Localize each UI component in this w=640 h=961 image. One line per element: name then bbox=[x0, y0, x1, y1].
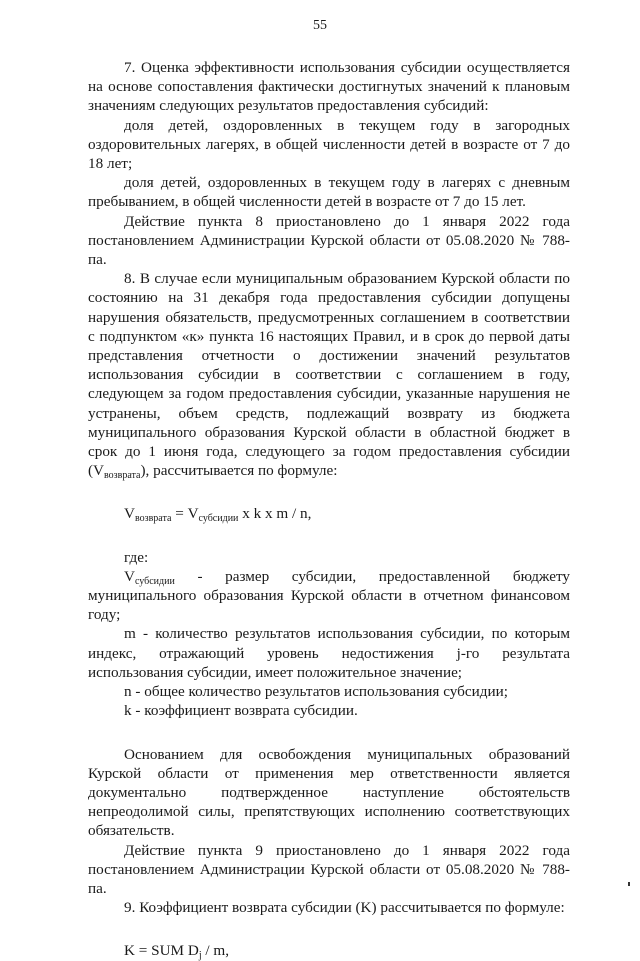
basis-paragraph: Основанием для освобождения муниципальных образований Курской области от применения мер ответственности является документально подтвержденное наступление обстоятельств непреодолимой силы, препятствующих исполнению соответствующих обязательств. bbox=[88, 745, 570, 840]
paragraph-8-subscript: возврата bbox=[104, 470, 141, 482]
definition-v-subsidy: $V_{субсидии}$ - размер субсидии, предоставленной бюджету муниципального образования Курской области в отчетном финансовом году; bbox=[88, 567, 570, 624]
paragraph-8-text-end: ), рассчитывается по формуле: bbox=[140, 462, 338, 480]
paragraph-8-text: 8. В случае если муниципальным образованием Курской области по состоянию на 31 декабря года предоставления субсидии допущены нарушения обязательств, предусмотренных соглашением в соответствии с подпунктом «к» пункта 16 настоящих Правил, и в срок до первой даты представления отчетности о достижении значений результатов использования субсидии в соответствии с соглашением в году, следующем за годом предоставления субсидии, указанные нарушения не устранены, объем средств, подлежащий возврату из бюджета муниципального образования Курской области в областной бюджет в срок до 1 июня года, следующего за годом предоставления субсидии (V bbox=[88, 270, 570, 480]
definition-m: m - количество результатов использования субсидии, по которым индекс, отражающий уровень недостижения j-го результата использования субсидии, имеет положительное значение; bbox=[88, 625, 570, 681]
definition-v-sub: субсидии bbox=[134, 575, 175, 587]
scan-mark bbox=[628, 882, 630, 886]
paragraph-7-item-2: доля детей, оздоровленных в текущем году в лагерях с дневным пребыванием, в общей численности детей в возрасте от 7 до 15 лет. bbox=[88, 174, 570, 211]
paragraph-8 bbox=[88, 269, 570, 480]
formula-1-eq: = V bbox=[171, 505, 199, 523]
formula-1-lhs: V bbox=[124, 505, 135, 523]
where-label: где: bbox=[124, 548, 149, 566]
paragraph-9-suspension-note: Действие пункта 9 приостановлено до 1 января 2022 года постановлением Администрации Курской области от 05.08.2020 № 788-па. bbox=[88, 841, 570, 897]
formula-return-coefficient bbox=[88, 941, 570, 960]
formula-2-lhs: K = SUM D bbox=[124, 942, 199, 960]
paragraph-7-item-1: доля детей, оздоровленных в текущем году в загородных оздоровительных лагерях, в общей численности детей в возрасте от 7 до 18 лет; bbox=[88, 116, 570, 173]
formula-return-volume bbox=[88, 504, 570, 523]
definition-v-text: - размер субсидии, предоставленной бюджету муниципального образования Курской области в отчетном финансовом году; bbox=[88, 567, 570, 624]
formula-1-lhs-sub: возврата bbox=[134, 513, 172, 525]
formula-2-rest: / m, bbox=[201, 942, 230, 960]
paragraph-7: 7. Оценка эффективности использования субсидии осуществляется на основе сопоставления фактически достигнутых значений к плановым значениям следующих результатов предоставления субсидий: bbox=[88, 59, 570, 115]
formula-2-sub: j bbox=[198, 950, 202, 961]
document-body bbox=[88, 58, 570, 961]
formula-1-rhs-sub: субсидии bbox=[198, 513, 239, 525]
formula-1-rest: x k x m / n, bbox=[238, 505, 312, 523]
paragraph-9: 9. Коэффициент возврата субсидии (K) рассчитывается по формуле: bbox=[124, 899, 565, 917]
definition-k: k - коэффициент возврата субсидии. bbox=[124, 702, 358, 720]
page-number: 55 bbox=[313, 18, 327, 33]
paragraph-8-suspension-note: Действие пункта 8 приостановлено до 1 января 2022 года постановлением Администрации Курской области от 05.08.2020 № 788-па. bbox=[88, 212, 570, 269]
definition-n: n - общее количество результатов использования субсидии; bbox=[124, 683, 508, 701]
